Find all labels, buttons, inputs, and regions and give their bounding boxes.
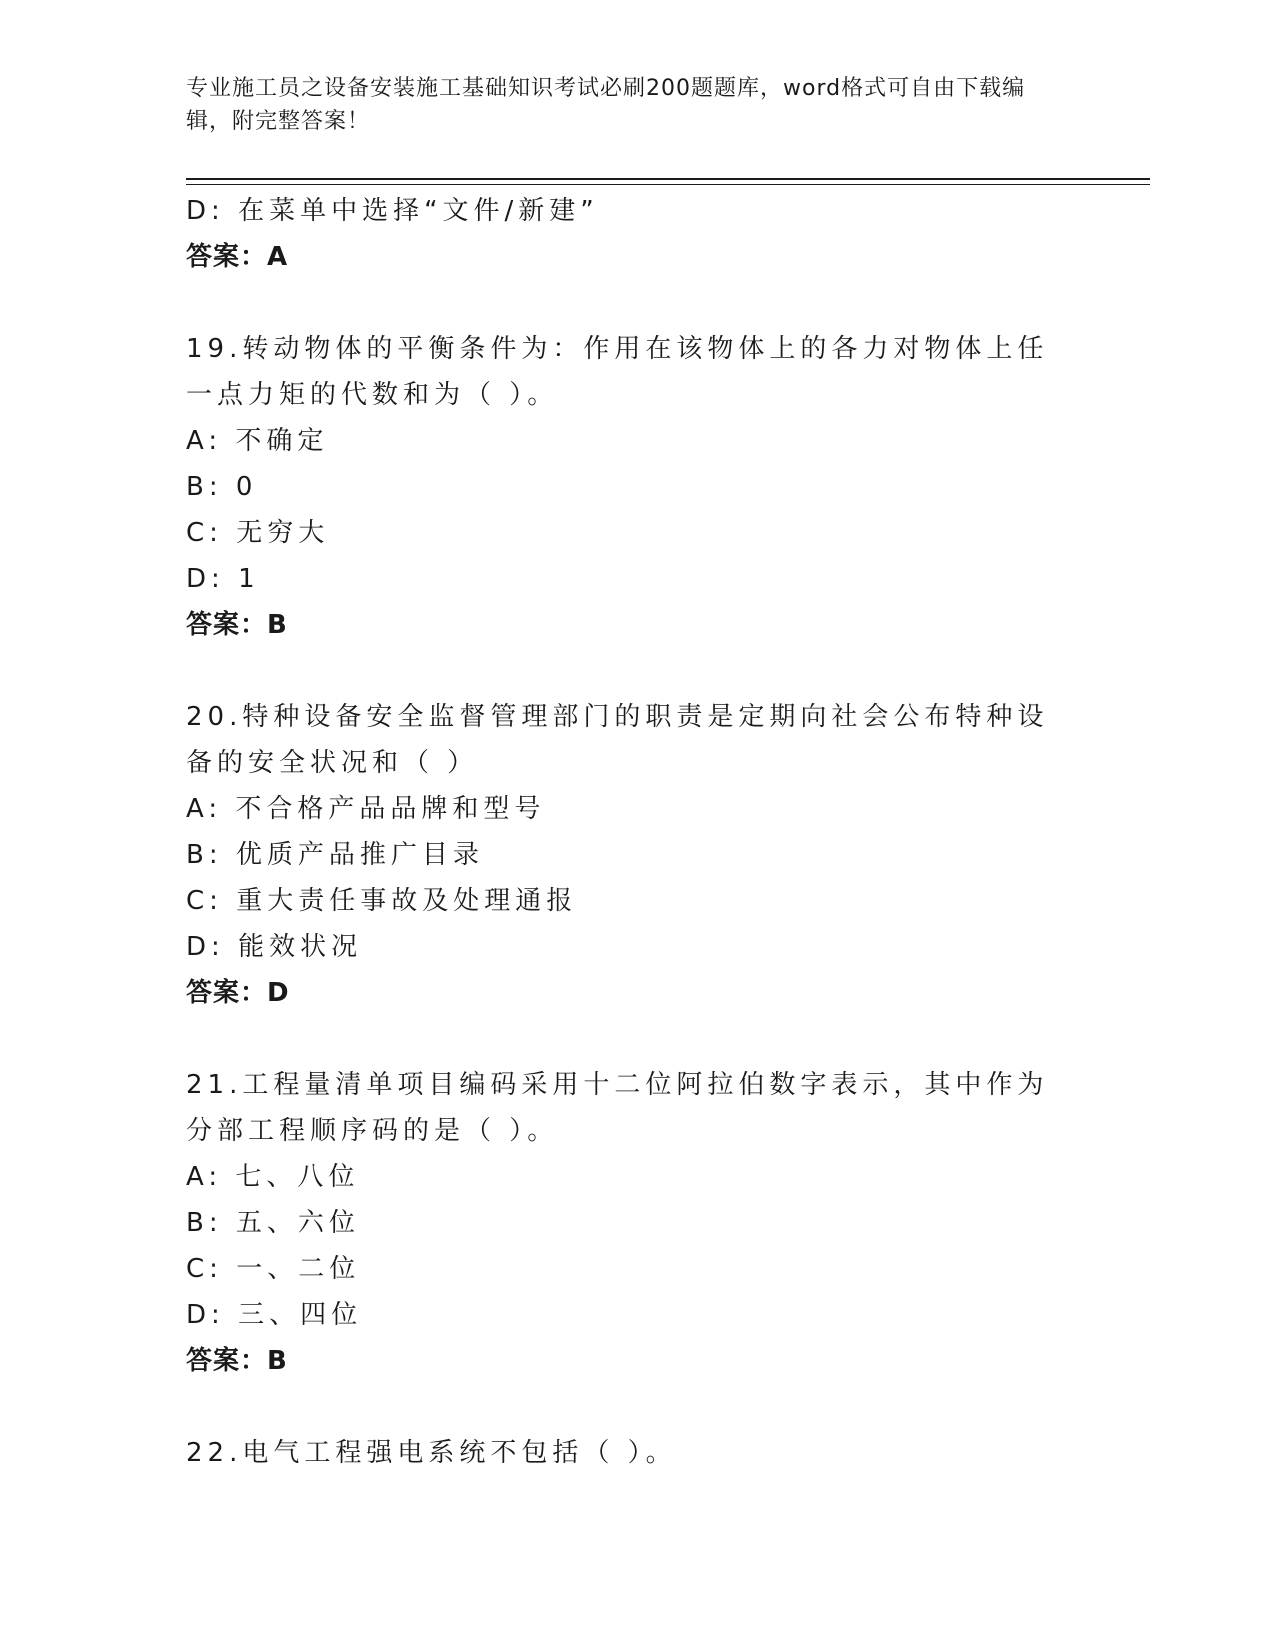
option-line — [186, 1246, 1076, 1292]
answer-label: 答案： — [186, 242, 268, 272]
option-key: A — [186, 1162, 209, 1192]
option-sep: : — [208, 426, 223, 456]
answer-line — [186, 234, 1076, 280]
option-key: C — [186, 518, 210, 548]
option-line — [186, 188, 1076, 234]
answer-label: 答案： — [186, 610, 268, 640]
option-sep: : — [208, 472, 223, 502]
answer-label: 答案： — [186, 978, 268, 1008]
option-key: D — [186, 932, 212, 962]
option-text: 0 — [235, 472, 258, 502]
option-line — [186, 1292, 1076, 1338]
question-stem: 21.工程量清单项目编码采用十二位阿拉伯数字表示，其中作为分部工程顺序码的是（ ）。 — [186, 1070, 1049, 1146]
spacer — [186, 648, 1076, 694]
option-key: C — [186, 886, 210, 916]
answer-line — [186, 602, 1076, 648]
spacer — [186, 1384, 1076, 1430]
option-sep: : — [208, 794, 223, 824]
option-line — [186, 510, 1076, 556]
option-text: 七、八位 — [235, 1162, 360, 1192]
option-key: B — [186, 840, 209, 870]
answer-label: 答案： — [186, 1346, 268, 1376]
option-sep: : — [211, 932, 225, 962]
option-sep: : — [211, 196, 225, 226]
option-key: D — [186, 564, 212, 594]
option-line — [186, 786, 1076, 832]
option-text: 三、四位 — [238, 1300, 363, 1330]
option-sep: : — [209, 886, 223, 916]
option-text: 能效状况 — [238, 932, 363, 962]
option-text: 1 — [238, 564, 260, 594]
option-line — [186, 878, 1076, 924]
option-sep: : — [208, 1162, 223, 1192]
document-header: 专业施工员之设备安装施工基础知识考试必刷200题题库，word格式可自由下载编辑，附完整答案！ — [186, 76, 1026, 134]
option-text: 五、六位 — [235, 1208, 360, 1238]
option-key: B — [186, 1208, 209, 1238]
option-sep: : — [208, 1208, 223, 1238]
question-19 — [186, 326, 1076, 648]
option-line — [186, 1154, 1076, 1200]
option-sep: : — [209, 1254, 223, 1284]
answer-value: B — [267, 1346, 288, 1376]
option-line — [186, 418, 1076, 464]
option-sep: : — [209, 518, 223, 548]
option-line — [186, 464, 1076, 510]
option-text: 优质产品推广目录 — [235, 840, 484, 870]
option-text: 不合格产品品牌和型号 — [235, 794, 546, 824]
option-text: 无穷大 — [236, 518, 330, 548]
option-sep: : — [211, 564, 225, 594]
option-key: C — [186, 1254, 210, 1284]
option-sep: : — [211, 1300, 225, 1330]
question-stem: 22.电气工程强电系统不包括（ ）。 — [186, 1438, 677, 1468]
question-stem: 19.转动物体的平衡条件为：作用在该物体上的各力对物体上任一点力矩的代数和为（ ）。 — [186, 334, 1049, 410]
header-divider-thick — [186, 178, 1150, 180]
answer-line — [186, 1338, 1076, 1384]
option-line — [186, 556, 1076, 602]
answer-value: D — [267, 978, 290, 1008]
spacer — [186, 1016, 1076, 1062]
question-20 — [186, 694, 1076, 1016]
option-key: B — [186, 472, 209, 502]
option-text: 不确定 — [235, 426, 329, 456]
option-sep: : — [208, 840, 223, 870]
option-key: A — [186, 426, 209, 456]
option-text: 重大责任事故及处理通报 — [236, 886, 578, 916]
option-key: D — [186, 196, 212, 226]
option-text: 一、二位 — [236, 1254, 361, 1284]
option-line — [186, 924, 1076, 970]
question-list — [186, 188, 1076, 1476]
question-22 — [186, 1430, 1076, 1476]
answer-line — [186, 970, 1076, 1016]
option-key: A — [186, 794, 209, 824]
option-text: 在菜单中选择“文件/新建” — [238, 196, 599, 226]
answer-value: A — [267, 242, 289, 272]
option-key: D — [186, 1300, 212, 1330]
continued-question — [186, 188, 1076, 280]
question-stem: 20.特种设备安全监督管理部门的职责是定期向社会公布特种设备的安全状况和（ ） — [186, 702, 1049, 778]
header-divider-thin — [186, 184, 1150, 185]
option-line — [186, 832, 1076, 878]
spacer — [186, 280, 1076, 326]
question-21 — [186, 1062, 1076, 1384]
option-line — [186, 1200, 1076, 1246]
answer-value: B — [267, 610, 288, 640]
